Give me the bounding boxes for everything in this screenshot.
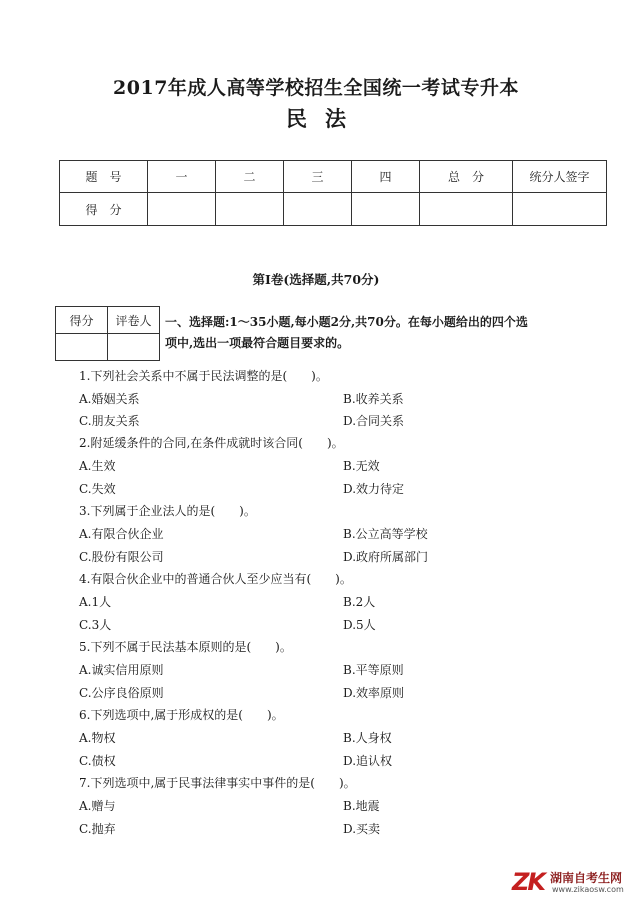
score-cell xyxy=(148,193,216,226)
score-cell xyxy=(513,193,607,226)
option-b: B.2人 xyxy=(343,595,376,609)
question-stem: 7.下列选项中,属于民事法律事实中事件的是( )。 xyxy=(79,776,356,790)
option-c: C.朋友关系 xyxy=(79,414,140,428)
exam-title: 2017年成人高等学校招生全国统一考试专升本 xyxy=(113,77,519,99)
site-watermark-logo xyxy=(512,868,628,898)
option-c: C.失效 xyxy=(79,482,116,496)
option-c: C.公序良俗原则 xyxy=(79,686,164,700)
option-a: A.生效 xyxy=(79,459,116,473)
option-d: D.效力待定 xyxy=(343,482,405,496)
zk-logo-icon: ZK xyxy=(512,868,544,896)
score-header-cell: 题号 xyxy=(60,161,148,193)
option-a: A.诚实信用原则 xyxy=(79,663,164,677)
instruction-line: 项中,选出一项最符合题目要求的。 xyxy=(165,336,350,350)
question-stem: 5.下列不属于民法基本原则的是( )。 xyxy=(79,640,292,654)
option-d: D.合同关系 xyxy=(343,414,405,428)
option-a: A.1人 xyxy=(79,595,112,609)
watermark-site-name: 湖南自考生网 xyxy=(550,871,623,885)
option-a: A.物权 xyxy=(79,731,116,745)
score-header-cell: 三 xyxy=(284,161,352,193)
section-instructions xyxy=(165,312,605,354)
grader-score-label: 得分 xyxy=(56,307,108,334)
option-a: A.有限合伙企业 xyxy=(79,527,164,541)
score-cell xyxy=(216,193,284,226)
instruction-line: 一、选择题:1～35小题,每小题2分,共70分。在每小题给出的四个选 xyxy=(165,315,528,329)
option-a: A.婚姻关系 xyxy=(79,392,140,406)
option-a: A.赠与 xyxy=(79,799,116,813)
grader-name-label: 评卷人 xyxy=(108,307,160,334)
option-d: D.效率原则 xyxy=(343,686,405,700)
option-b: B.地震 xyxy=(343,799,380,813)
score-header-cell: 总分 xyxy=(420,161,513,193)
option-b: B.人身权 xyxy=(343,731,392,745)
option-d: D.5人 xyxy=(343,618,376,632)
question-stem: 1.下列社会关系中不属于民法调整的是( )。 xyxy=(79,369,328,383)
watermark-url: www.zikaosw.com xyxy=(552,885,624,894)
score-header-cell: 二 xyxy=(216,161,284,193)
question-stem: 3.下列属于企业法人的是( )。 xyxy=(79,504,256,518)
question-stem: 4.有限合伙企业中的普通合伙人至少应当有( )。 xyxy=(79,572,352,586)
option-b: B.无效 xyxy=(343,459,380,473)
score-header-cell: 一 xyxy=(148,161,216,193)
score-table xyxy=(59,160,607,226)
option-c: C.3人 xyxy=(79,618,112,632)
question-stem: 6.下列选项中,属于形成权的是( )。 xyxy=(79,708,284,722)
option-c: C.抛弃 xyxy=(79,822,116,836)
section-heading: 第Ⅰ卷(选择题,共70分) xyxy=(252,272,380,287)
option-d: D.买卖 xyxy=(343,822,381,836)
grader-cell xyxy=(56,334,108,361)
score-header-cell: 统分人签字 xyxy=(513,161,607,193)
subject-title: 民法 xyxy=(286,106,364,131)
grader-cell xyxy=(108,334,160,361)
option-b: B.收养关系 xyxy=(343,392,404,406)
grader-table xyxy=(55,306,160,361)
score-cell xyxy=(352,193,420,226)
option-d: D.政府所属部门 xyxy=(343,550,429,564)
question-stem: 2.附延缓条件的合同,在条件成就时该合同( )。 xyxy=(79,436,344,450)
score-cell xyxy=(284,193,352,226)
option-d: D.追认权 xyxy=(343,754,393,768)
score-row-label: 得分 xyxy=(60,193,148,226)
option-b: B.公立高等学校 xyxy=(343,527,428,541)
score-cell xyxy=(420,193,513,226)
option-b: B.平等原则 xyxy=(343,663,404,677)
score-header-cell: 四 xyxy=(352,161,420,193)
option-c: C.债权 xyxy=(79,754,116,768)
option-c: C.股份有限公司 xyxy=(79,550,164,564)
